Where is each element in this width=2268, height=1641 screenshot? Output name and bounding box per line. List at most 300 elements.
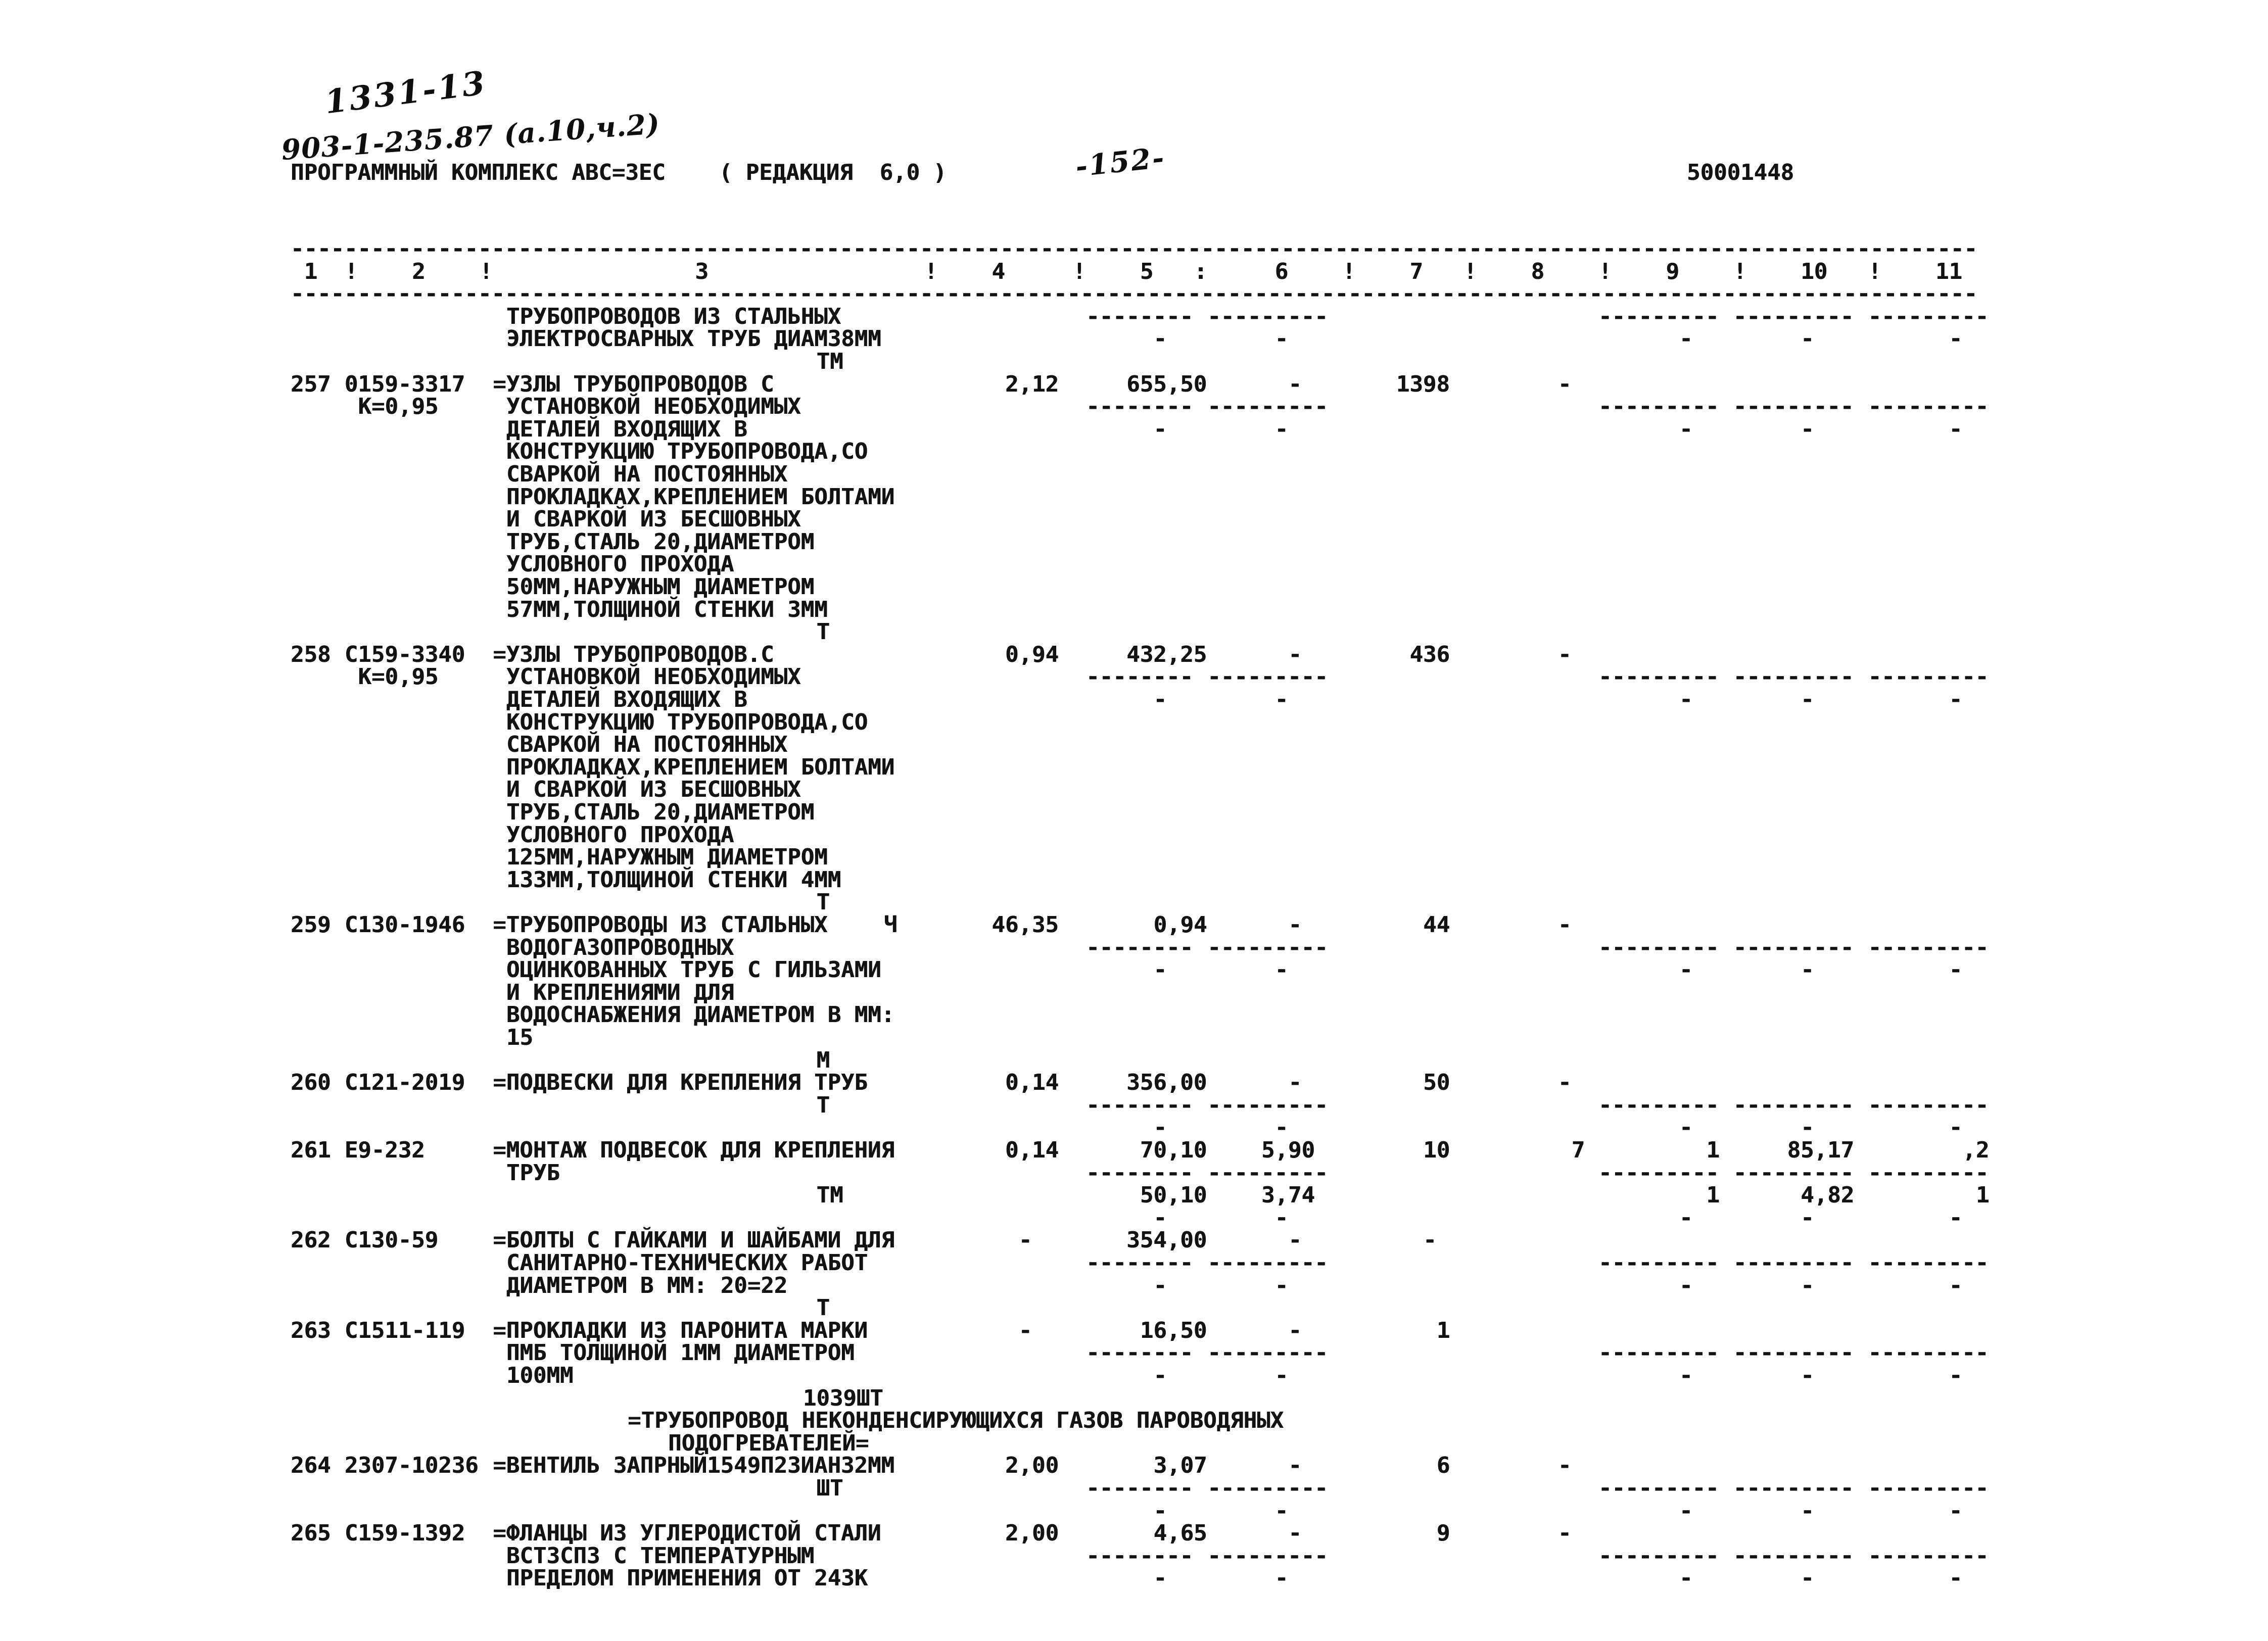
- print-segment: =ФЛАНЦЫ ИЗ УГЛЕРОДИСТОЙ СТАЛИ: [493, 1520, 881, 1547]
- print-segment: ДЕТАЛЕЙ ВХОДЯЩИХ В: [506, 416, 747, 442]
- print-segment: !: [1598, 258, 1612, 284]
- print-line: [291, 1319, 2059, 1342]
- document-number: 50001448: [1687, 160, 1794, 185]
- print-line: [291, 327, 2059, 350]
- print-segment: ПМБ ТОЛЩИНОЙ 1ММ ДИАМЕТРОМ: [506, 1340, 855, 1366]
- print-segment: -: [1153, 1204, 1167, 1231]
- print-line: [291, 575, 2059, 598]
- print-segment: 262: [291, 1227, 331, 1253]
- print-segment: 265: [291, 1520, 331, 1547]
- print-line: [291, 958, 2059, 981]
- print-segment: ---------: [1733, 1475, 1854, 1501]
- print-segment: С159-1392: [344, 1520, 465, 1547]
- print-segment: 6: [1274, 258, 1289, 284]
- print-segment: 9: [1436, 1520, 1450, 1547]
- print-segment: -: [1274, 416, 1289, 442]
- print-segment: ---------: [1207, 1340, 1328, 1366]
- print-segment: ЭЛЕКТРОСВАРНЫХ ТРУБ ДИАМ38ММ: [506, 326, 881, 352]
- print-segment: К=0,95: [358, 394, 439, 420]
- print-line: [291, 1139, 2059, 1162]
- print-segment: 356,00: [1126, 1070, 1207, 1096]
- print-segment: ---------: [1733, 394, 1854, 420]
- print-segment: -: [1153, 687, 1167, 712]
- print-segment: -: [1274, 1565, 1289, 1591]
- print-line: [291, 1542, 2059, 1569]
- print-segment: 100ММ: [506, 1363, 574, 1388]
- print-segment: 4,65: [1153, 1520, 1207, 1547]
- print-segment: 10: [1423, 1137, 1450, 1163]
- print-segment: -: [1018, 1317, 1032, 1343]
- print-segment: 260: [291, 1070, 331, 1096]
- print-segment: -: [1949, 687, 1963, 712]
- print-segment: ---------: [1868, 1542, 1989, 1569]
- print-segment: -: [1153, 326, 1167, 352]
- print-line: [291, 844, 2059, 871]
- print-segment: 258: [291, 641, 331, 667]
- print-segment: ---------: [1598, 394, 1719, 420]
- print-segment: -: [1288, 1453, 1302, 1479]
- print-segment: -: [1679, 1363, 1693, 1388]
- print-segment: --------: [1086, 1475, 1194, 1501]
- print-segment: =ПОДВЕСКИ ДЛЯ КРЕПЛЕНИЯ ТРУБ: [493, 1070, 868, 1096]
- print-line: [291, 282, 2059, 305]
- print-segment: --------: [1086, 1542, 1194, 1569]
- print-segment: 0,14: [1005, 1137, 1059, 1163]
- print-segment: ---------: [1598, 1542, 1719, 1569]
- print-segment: 44: [1423, 912, 1450, 938]
- print-segment: --------: [1086, 1160, 1194, 1186]
- print-segment: !: [344, 258, 358, 284]
- print-segment: ---------: [1598, 303, 1719, 329]
- print-segment: УСТАНОВКОЙ НЕОБХОДИМЫХ: [506, 394, 801, 420]
- print-segment: 7: [1409, 258, 1423, 284]
- print-line: [291, 688, 2059, 711]
- print-segment: ---------: [1207, 1475, 1328, 1501]
- print-segment: 125ММ,НАРУЖНЫМ ДИАМЕТРОМ: [506, 844, 828, 871]
- print-segment: ТРУБОПРОВОДОВ ИЗ СТАЛЬНЫХ: [506, 303, 841, 329]
- print-segment: 11: [1935, 258, 1962, 284]
- print-line: [291, 1026, 2059, 1049]
- print-segment: -: [1679, 1272, 1693, 1298]
- print-segment: -: [1423, 1227, 1437, 1253]
- print-segment: 257: [291, 371, 331, 397]
- print-segment: -: [1288, 1520, 1302, 1547]
- print-segment: 354,00: [1126, 1227, 1207, 1253]
- print-segment: -: [1557, 1520, 1572, 1547]
- print-segment: ------------------------------------------------------------------------------------------------------------------------------: [291, 281, 1977, 307]
- print-segment: -: [1274, 1115, 1289, 1141]
- print-segment: =ВЕНТИЛЬ ЗАПРНЫЙ1549П23ИАН32ММ: [493, 1453, 894, 1479]
- print-line: [291, 643, 2059, 666]
- print-segment: 6: [1436, 1453, 1450, 1479]
- print-line: [291, 1274, 2059, 1297]
- print-segment: УСТАНОВКОЙ НЕОБХОДИМЫХ: [506, 664, 801, 690]
- print-segment: ---------: [1598, 1340, 1719, 1366]
- print-line: [291, 1049, 2059, 1072]
- print-line: [291, 463, 2059, 486]
- print-line: [291, 1522, 2059, 1545]
- print-segment: --------: [1086, 303, 1194, 329]
- print-segment: =УЗЛЫ ТРУБОПРОВОДОВ.С: [493, 641, 774, 667]
- print-segment: -: [1288, 1070, 1302, 1096]
- print-segment: Е9-232: [344, 1137, 425, 1163]
- print-segment: ---------: [1733, 1542, 1854, 1569]
- print-segment: -: [1801, 1115, 1814, 1141]
- print-segment: 50ММ,НАРУЖНЫМ ДИАМЕТРОМ: [506, 574, 815, 600]
- print-line: [291, 1454, 2059, 1477]
- print-segment: 3,74: [1261, 1182, 1315, 1209]
- print-segment: -: [1274, 1204, 1289, 1231]
- print-line: [291, 1387, 2059, 1410]
- print-segment: !: [1072, 258, 1086, 284]
- print-segment: ТРУБ: [506, 1160, 560, 1186]
- print-segment: ---------: [1868, 303, 1989, 329]
- print-segment: ---------: [1733, 664, 1854, 690]
- print-segment: -: [1801, 957, 1814, 983]
- print-segment: С130-1946: [344, 912, 465, 938]
- print-segment: 4,82: [1801, 1182, 1855, 1209]
- print-segment: ---------: [1868, 1160, 1989, 1186]
- print-segment: --------: [1086, 1092, 1194, 1118]
- print-segment: -: [1949, 1272, 1963, 1298]
- print-line: [291, 260, 2059, 283]
- print-segment: ---------: [1207, 394, 1328, 420]
- print-segment: И СВАРКОЙ ИЗ БЕСШОВНЫХ: [506, 506, 801, 533]
- print-segment: ---------: [1598, 1475, 1719, 1501]
- print-segment: СВАРКОЙ НА ПОСТОЯННЫХ: [506, 732, 788, 758]
- print-segment: -: [1018, 1227, 1032, 1253]
- print-segment: -: [1801, 326, 1814, 352]
- print-line: [291, 1071, 2059, 1094]
- handwritten-note-1: 1331-13: [322, 64, 489, 122]
- print-segment: -: [1949, 416, 1963, 442]
- print-segment: ТРУБ,СТАЛЬ 20,ДИАМЕТРОМ: [506, 528, 815, 555]
- print-segment: ТРУБ,СТАЛЬ 20,ДИАМЕТРОМ: [506, 799, 815, 825]
- print-segment: 2,00: [1005, 1520, 1059, 1547]
- print-segment: 133ММ,ТОЛЩИНОЙ СТЕНКИ 4ММ: [506, 866, 841, 893]
- print-segment: ---------: [1868, 394, 1989, 420]
- print-segment: 10: [1801, 258, 1828, 284]
- print-segment: =ТРУБОПРОВОДЫ ИЗ СТАЛЬНЫХ: [493, 912, 828, 938]
- print-segment: И КРЕПЛЕНИЯМИ ДЛЯ: [506, 979, 734, 1005]
- print-segment: 1: [1706, 1137, 1720, 1163]
- print-segment: !: [479, 258, 493, 284]
- print-segment: С1511-119: [344, 1317, 465, 1343]
- print-line: [291, 1182, 2059, 1209]
- printout: [291, 237, 2059, 1612]
- print-segment: -: [1288, 641, 1302, 667]
- print-segment: -: [1274, 1498, 1289, 1524]
- print-line: [291, 1094, 2059, 1117]
- print-line: [291, 981, 2059, 1004]
- print-segment: !: [924, 258, 938, 284]
- print-segment: 2,12: [1005, 371, 1059, 397]
- print-segment: ДИАМЕТРОМ В ММ: 20=22: [506, 1272, 788, 1298]
- print-segment: САНИТАРНО-ТЕХНИЧЕСКИХ РАБОТ: [506, 1250, 868, 1276]
- print-segment: -: [1949, 1498, 1963, 1524]
- print-segment: ---------: [1868, 934, 1989, 960]
- print-line: [291, 733, 2059, 756]
- print-segment: ---------: [1207, 934, 1328, 960]
- print-segment: --------: [1086, 1340, 1194, 1366]
- print-segment: :: [1194, 258, 1208, 284]
- print-segment: -: [1679, 1498, 1693, 1524]
- print-segment: 15: [506, 1025, 533, 1050]
- print-segment: -: [1557, 641, 1572, 667]
- print-segment: ВОДОСНАБЖЕНИЯ ДИАМЕТРОМ В ММ:: [506, 1002, 895, 1028]
- print-segment: ---------: [1207, 1160, 1328, 1186]
- print-line: [291, 891, 2059, 913]
- print-segment: -: [1153, 1115, 1167, 1141]
- print-segment: КОНСТРУКЦИЮ ТРУБОПРОВОДА,СО: [506, 709, 868, 735]
- print-segment: -: [1557, 1070, 1572, 1096]
- print-segment: Ч: [883, 912, 897, 938]
- print-segment: ШТ: [816, 1475, 843, 1501]
- print-segment: 263: [291, 1317, 331, 1343]
- print-segment: ---------: [1598, 1250, 1719, 1276]
- print-segment: ,2: [1962, 1137, 1990, 1163]
- print-segment: 7: [1571, 1137, 1585, 1163]
- print-segment: 1: [304, 258, 318, 284]
- print-segment: -: [1153, 416, 1167, 442]
- page-number: -152-: [1074, 140, 1167, 184]
- print-segment: 9: [1666, 258, 1679, 284]
- print-segment: 50: [1423, 1070, 1450, 1096]
- print-segment: 1398: [1396, 371, 1450, 397]
- print-segment: 264: [291, 1453, 331, 1479]
- print-segment: ---------: [1733, 1340, 1854, 1366]
- print-segment: -: [1679, 1204, 1693, 1231]
- print-segment: М: [816, 1047, 830, 1073]
- print-segment: УСЛОВНОГО ПРОХОДА: [506, 551, 734, 577]
- print-line: [291, 506, 2059, 533]
- print-segment: =УЗЛЫ ТРУБОПРОВОДОВ С: [493, 371, 774, 397]
- print-segment: ---------: [1868, 1250, 1989, 1276]
- print-segment: 1: [1436, 1317, 1450, 1343]
- print-segment: ВОДОГАЗОПРОВОДНЫХ: [506, 934, 734, 960]
- print-segment: С159-3340: [344, 641, 465, 667]
- print-segment: 432,25: [1126, 641, 1207, 667]
- print-segment: Т: [816, 1092, 830, 1118]
- print-line: [291, 418, 2059, 441]
- print-segment: ---------: [1598, 1092, 1719, 1118]
- print-segment: ПОДОГРЕВАТЕЛЕЙ=: [668, 1430, 869, 1456]
- print-line: [291, 1567, 2059, 1589]
- print-line: [291, 1500, 2059, 1522]
- print-line: [291, 1364, 2059, 1387]
- print-line: [291, 1432, 2059, 1455]
- print-segment: -: [1288, 1227, 1302, 1253]
- print-segment: ---------: [1733, 934, 1854, 960]
- print-segment: ---------: [1598, 664, 1719, 690]
- print-line: [291, 598, 2059, 621]
- print-line: [291, 1206, 2059, 1229]
- print-segment: -: [1679, 326, 1693, 352]
- print-segment: ---------: [1598, 934, 1719, 960]
- print-segment: ---------: [1207, 1250, 1328, 1276]
- print-segment: Т: [816, 1295, 830, 1321]
- print-segment: -: [1949, 1115, 1963, 1141]
- print-segment: -: [1153, 1565, 1167, 1591]
- print-segment: 655,50: [1126, 371, 1207, 397]
- print-segment: СВАРКОЙ НА ПОСТОЯННЫХ: [506, 461, 788, 487]
- print-segment: ДЕТАЛЕЙ ВХОДЯЩИХ В: [506, 687, 747, 712]
- handwritten-note-2: 903-1-235.87 (а.10,ч.2): [280, 107, 661, 167]
- print-segment: -: [1557, 912, 1572, 938]
- print-segment: ---------: [1598, 1160, 1719, 1186]
- print-line: [291, 1296, 2059, 1319]
- print-segment: -: [1153, 1498, 1167, 1524]
- print-segment: И СВАРКОЙ ИЗ БЕСШОВНЫХ: [506, 777, 801, 803]
- print-segment: -: [1679, 687, 1693, 712]
- print-segment: -: [1801, 687, 1814, 712]
- print-segment: 2: [412, 258, 426, 284]
- print-segment: 259: [291, 912, 331, 938]
- print-segment: =ТРУБОПРОВОД НЕКОНДЕНСИРУЮЩИХСЯ ГАЗОВ ПАРОВОДЯНЫХ: [628, 1408, 1284, 1434]
- print-line: [291, 1341, 2059, 1364]
- print-segment: 46,35: [991, 912, 1059, 938]
- print-segment: -: [1679, 416, 1693, 442]
- print-segment: -: [1801, 1565, 1814, 1591]
- print-segment: --------: [1086, 664, 1194, 690]
- print-line: [291, 1477, 2059, 1500]
- print-segment: 3: [695, 258, 708, 284]
- print-segment: К=0,95: [358, 664, 439, 690]
- print-line: [291, 350, 2059, 373]
- print-segment: ПРОКЛАДКАХ,КРЕПЛЕНИЕМ БОЛТАМИ: [506, 484, 895, 510]
- print-segment: ------------------------------------------------------------------------------------------------------------------------------: [291, 236, 1977, 262]
- print-line: [291, 395, 2059, 418]
- print-segment: -: [1288, 912, 1302, 938]
- print-segment: Т: [816, 889, 830, 915]
- print-segment: 1: [1706, 1182, 1720, 1209]
- print-segment: -: [1288, 371, 1302, 397]
- print-line: [291, 868, 2059, 891]
- print-segment: 2,00: [1005, 1453, 1059, 1479]
- print-segment: -: [1153, 1272, 1167, 1298]
- print-segment: ТМ: [816, 349, 843, 374]
- print-line: [291, 1003, 2059, 1026]
- print-segment: Т: [816, 619, 830, 645]
- print-segment: -: [1949, 326, 1963, 352]
- print-segment: !: [1463, 258, 1477, 284]
- print-line: [291, 1162, 2059, 1184]
- print-line: [291, 553, 2059, 575]
- print-line: [291, 237, 2059, 260]
- print-segment: -: [1801, 416, 1814, 442]
- print-segment: -: [1679, 1565, 1693, 1591]
- print-line: [291, 486, 2059, 508]
- print-segment: -: [1274, 1363, 1289, 1388]
- print-segment: ПРОКЛАДКАХ,КРЕПЛЕНИЕМ БОЛТАМИ: [506, 754, 895, 780]
- print-segment: 8: [1531, 258, 1545, 284]
- print-line: [291, 305, 2059, 328]
- print-segment: -: [1801, 1498, 1814, 1524]
- print-line: [291, 1251, 2059, 1274]
- print-segment: ---------: [1868, 1475, 1989, 1501]
- print-segment: С121-2019: [344, 1070, 465, 1096]
- print-segment: !: [1868, 258, 1882, 284]
- print-segment: !: [1733, 258, 1747, 284]
- print-segment: -: [1274, 687, 1289, 712]
- print-line: [291, 756, 2059, 779]
- print-line: [291, 665, 2059, 688]
- print-segment: -: [1153, 1363, 1167, 1388]
- print-segment: 50,10: [1140, 1182, 1207, 1209]
- print-segment: С130-59: [344, 1227, 439, 1253]
- print-line: [291, 530, 2059, 553]
- print-segment: ---------: [1868, 1340, 1989, 1366]
- print-segment: 0,94: [1005, 641, 1059, 667]
- print-segment: 85,17: [1787, 1137, 1854, 1163]
- print-segment: ---------: [1733, 1250, 1854, 1276]
- print-segment: --------: [1086, 1250, 1194, 1276]
- print-segment: 436: [1409, 641, 1450, 667]
- print-segment: 261: [291, 1137, 331, 1163]
- print-segment: 0,14: [1005, 1070, 1059, 1096]
- print-segment: -: [1679, 1115, 1693, 1141]
- print-segment: ---------: [1868, 664, 1989, 690]
- print-segment: УСЛОВНОГО ПРОХОДА: [506, 822, 734, 848]
- print-segment: 1039ШТ: [802, 1385, 883, 1411]
- print-segment: =ПРОКЛАДКИ ИЗ ПАРОНИТА МАРКИ: [493, 1317, 868, 1343]
- print-line: [291, 620, 2059, 643]
- print-segment: -: [1949, 1363, 1963, 1388]
- print-segment: 0159-3317: [344, 371, 465, 397]
- print-segment: 1: [1976, 1182, 1990, 1209]
- print-segment: 3,07: [1153, 1453, 1207, 1479]
- print-segment: -: [1949, 1565, 1963, 1591]
- print-segment: ВСТ3СП3 С ТЕМПЕРАТУРНЫМ: [506, 1542, 815, 1569]
- print-line: [291, 936, 2059, 959]
- print-segment: -: [1274, 326, 1289, 352]
- print-segment: 5: [1140, 258, 1154, 284]
- print-segment: -: [1274, 957, 1289, 983]
- print-line: [291, 778, 2059, 801]
- print-segment: !: [1342, 258, 1356, 284]
- print-segment: ---------: [1207, 1092, 1328, 1118]
- print-segment: ---------: [1207, 303, 1328, 329]
- print-segment: 2307-10236: [344, 1453, 479, 1479]
- print-segment: 4: [991, 258, 1005, 284]
- print-segment: ---------: [1868, 1092, 1989, 1118]
- print-segment: КОНСТРУКЦИЮ ТРУБОПРОВОДА,СО: [506, 439, 868, 465]
- print-segment: --------: [1086, 394, 1194, 420]
- print-segment: -: [1801, 1204, 1814, 1231]
- print-segment: 0,94: [1153, 912, 1207, 938]
- print-segment: ---------: [1207, 1542, 1328, 1569]
- print-segment: ТМ: [816, 1182, 843, 1209]
- print-segment: -: [1274, 1272, 1289, 1298]
- print-segment: ---------: [1733, 1092, 1854, 1118]
- print-line: [291, 1409, 2059, 1432]
- print-segment: -: [1679, 957, 1693, 983]
- print-segment: =БОЛТЫ С ГАЙКАМИ И ШАЙБАМИ ДЛЯ: [493, 1227, 894, 1253]
- print-segment: 16,50: [1140, 1317, 1207, 1343]
- print-segment: -: [1153, 957, 1167, 983]
- print-line: [291, 913, 2059, 936]
- print-line: [291, 373, 2059, 396]
- print-segment: -: [1949, 957, 1963, 983]
- print-line: [291, 440, 2059, 463]
- print-segment: -: [1557, 1453, 1572, 1479]
- print-line: [291, 1116, 2059, 1139]
- print-segment: --------: [1086, 934, 1194, 960]
- print-segment: -: [1949, 1204, 1963, 1231]
- print-line: [291, 1229, 2059, 1251]
- print-segment: 57ММ,ТОЛЩИНОЙ СТЕНКИ 3ММ: [506, 596, 828, 622]
- print-segment: ---------: [1207, 664, 1328, 690]
